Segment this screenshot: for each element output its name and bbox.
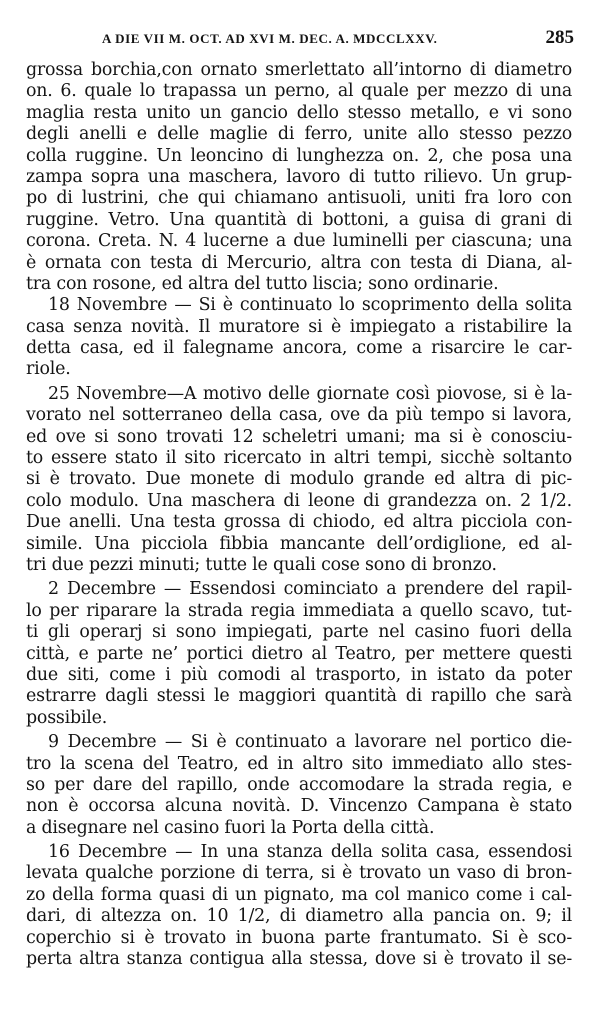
text-line: detta casa, ed il falegname ancora, come a risarcire le car- <box>26 338 572 359</box>
text-line: levata qualche porzione di terra, si è trovato un vaso di bron- <box>26 863 572 884</box>
text-line: maglia resta unito un gancio dello stesso metallo, e vi sono <box>26 102 572 123</box>
text-line: non è occorsa alcuna novità. D. Vincenzo Campana è stato <box>26 796 572 817</box>
text-line: corona. Creta. N. 4 lucerne a due luminelli per ciascuna; una <box>26 231 572 252</box>
entry-2-decembre-start: 2 Decembre — Essendosi cominciato a prendere del rapil- <box>48 579 572 600</box>
running-head: A DIE VII M. OCT. AD XVI M. DEC. A. MDCCLXXV. <box>102 31 438 46</box>
text-line: zampa sopra una maschera, lavoro di tutto rilievo. Un grup- <box>26 166 572 187</box>
text-line: dari, di altezza on. 10 1/2, di diametro alla pancia on. 9; il <box>26 906 572 927</box>
entry-18-novembre-start: 18 Novembre — Si è continuato lo scoprimento della solita <box>48 295 572 316</box>
text-line: simile. Una picciola fibbia mancante dell’ordiglione, ed al- <box>26 533 572 554</box>
text-line: zo della forma quasi di un pignato, ma col manico come i cal- <box>26 884 572 905</box>
text-line: tro la scena del Teatro, ed in altro sito immediato allo stes- <box>26 753 572 774</box>
text-line: tra con rosone, ed altra del tutto liscia; sono ordinarie. <box>26 273 499 294</box>
text-line: è ornata con testa di Mercurio, altra con testa di Diana, al- <box>26 252 572 273</box>
page-header <box>94 28 574 52</box>
text-line: riole. <box>26 359 71 380</box>
text-line: coperchio si è trovato in buona parte frantumato. Si è sco- <box>26 927 572 948</box>
text-line: perta altra stanza contigua alla stessa, dove si è trovato il se- <box>26 949 572 970</box>
text-line: Due anelli. Una testa grossa di chiodo, ed altra picciola con- <box>26 512 572 533</box>
text-line: vorato nel sotterraneo della casa, ove da più tempo si lavora, <box>26 405 572 426</box>
text-line: to essere stato il sito ricercato in altri tempi, sicchè soltanto <box>26 448 572 469</box>
text-line: ruggine. Vetro. Una quantità di bottoni, a guisa di grani di <box>26 209 572 230</box>
text-line: a disegnare nel casino fuori la Porta della città. <box>26 817 435 838</box>
text-line: po di lustrini, che qui chiamano antisuoli, uniti fra loro con <box>26 188 572 209</box>
text-line: ed ove si sono trovati 12 scheletri umani; ma si è conosciu- <box>26 426 572 447</box>
text-line: due siti, come i più comodi al trasporto, in istato da poter <box>26 664 572 685</box>
entry-25-novembre-start: 25 Novembre—A motivo delle giornate così piovose, si è la- <box>48 383 572 404</box>
text-line: ti gli operarj si sono impiegati, parte nel casino fuori della <box>26 622 572 643</box>
text-line: possibile. <box>26 707 108 728</box>
page-number: 285 <box>545 27 574 48</box>
text-line: degli anelli e delle maglie di ferro, unite allo stesso pezzo <box>26 124 572 145</box>
text-line: estrarre dagli stessi le maggiori quantità di rapillo che sarà <box>26 686 572 707</box>
text-line: lo per riparare la strada regia immediata a quello scavo, tut- <box>26 600 572 621</box>
text-line: colo modulo. Una maschera di leone di grandezza on. 2 1/2. <box>26 490 572 511</box>
text-line: grossa borchia,con ornato smerlettato all’intorno di diametro <box>26 60 572 80</box>
text-line: casa senza novità. Il muratore si è impiegato a ristabilire la <box>26 316 572 337</box>
entry-16-decembre-start: 16 Decembre — In una stanza della solita casa, essendosi <box>48 842 572 863</box>
body-text <box>26 60 572 970</box>
entry-9-decembre-start: 9 Decembre — Si è continuato a lavorare nel portico die- <box>48 732 572 753</box>
text-line: so per dare del rapillo, onde accomodare la strada regia, e <box>26 774 572 795</box>
text-line: on. 6. quale lo trapassa un perno, al quale per mezzo di una <box>26 81 572 102</box>
text-line: colla ruggine. Un leoncino di lunghezza on. 2, che posa una <box>26 145 572 166</box>
text-line: tri due pezzi minuti; tutte le quali cose sono di bronzo. <box>26 554 497 575</box>
text-line: si è trovato. Due monete di modulo grande ed altra di pic- <box>26 469 572 490</box>
text-line: città, e parte ne’ portici dietro al Teatro, per mettere questi <box>26 643 572 664</box>
